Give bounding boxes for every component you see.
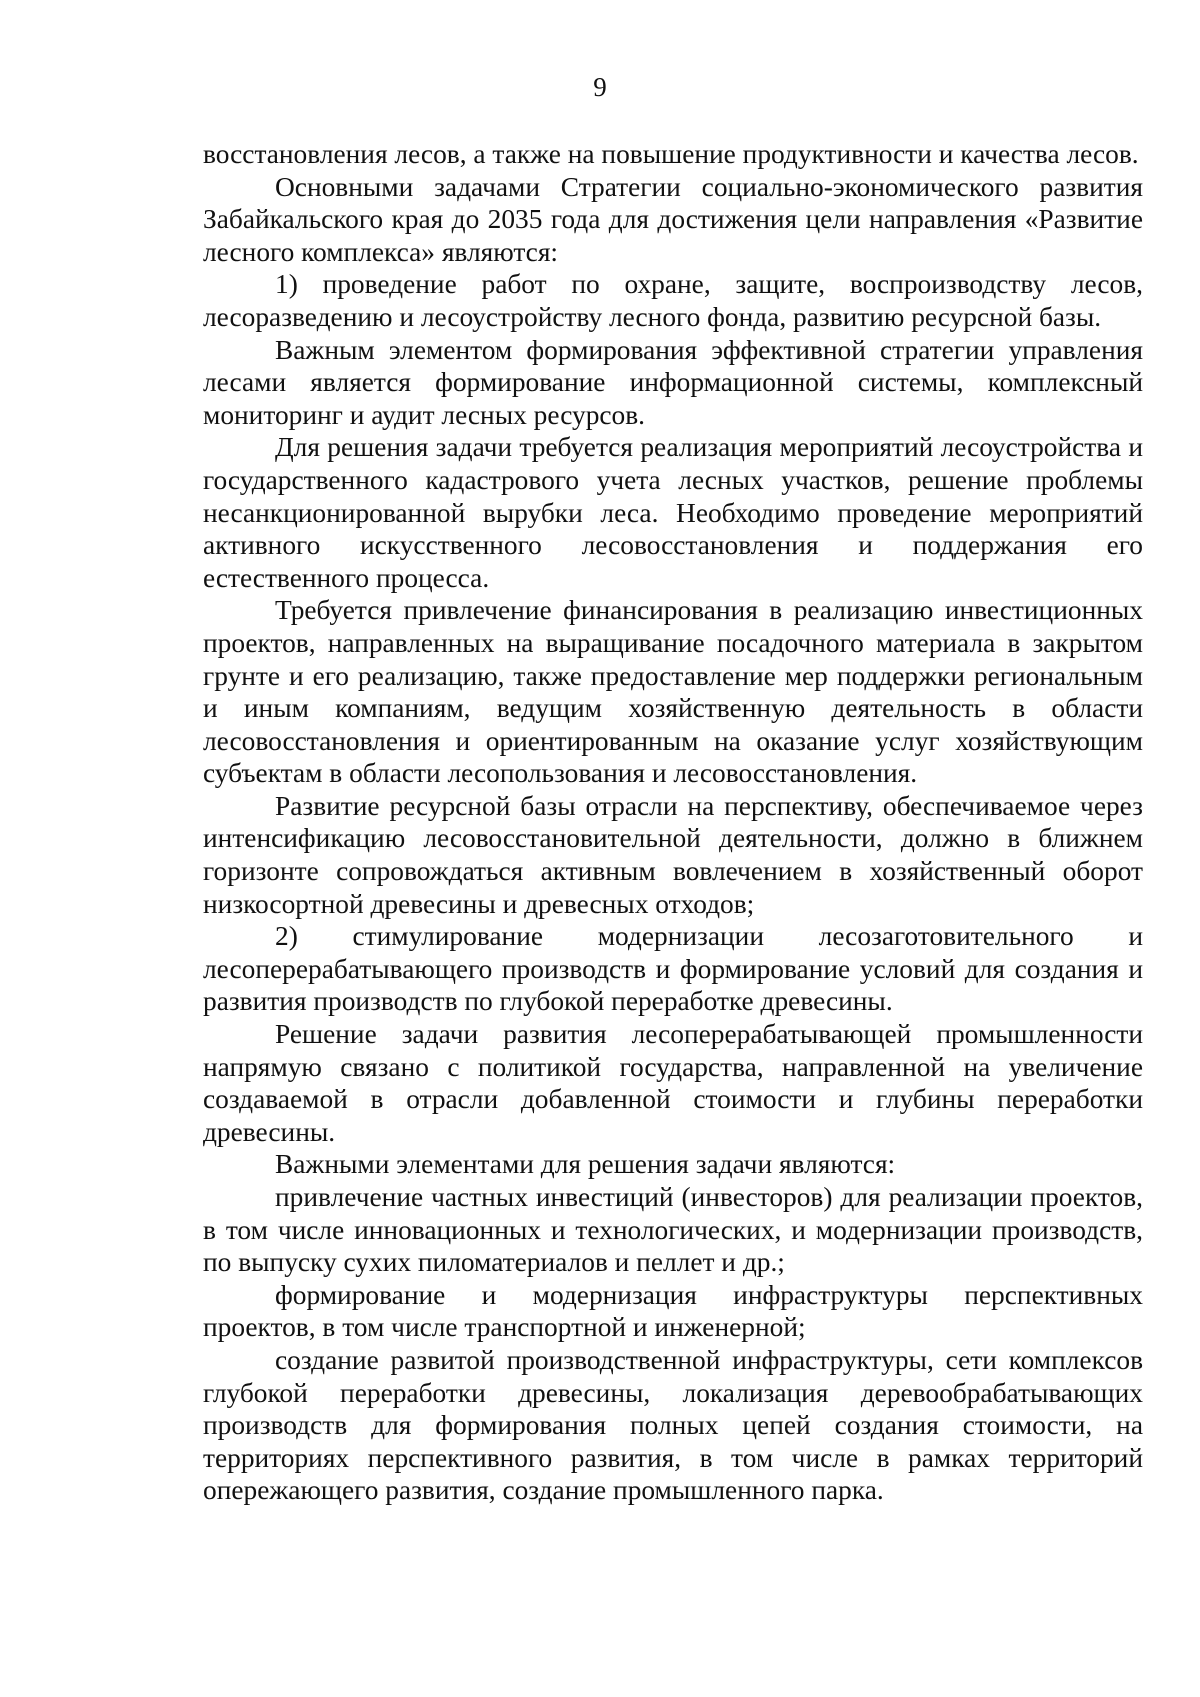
paragraph-main-tasks: Основными задачами Стратегии социально-экономического развития Забайкальского края до 2035 года для достижения цели направления «Развитие лесного комплекса» являются: [203,171,1143,267]
paragraph-processing-industry: Решение задачи развития лесоперерабатывающей промышленности напрямую связано с политикой государства, направленной на увеличение создаваемой в отрасли добавленной стоимости и глубины переработки древесины. [203,1019,1143,1147]
document-body [203,138,1143,1507]
list-item-private-investment: привлечение частных инвестиций (инвесторов) для реализации проектов, в том числе инновационных и технологических, и модернизации производств, по выпуску сухих пиломатериалов и пеллет и др.; [203,1182,1143,1278]
paragraph-information-system: Важным элементом формирования эффективной стратегии управления лесами является формирование информационной системы, комплексный мониторинг и аудит лесных ресурсов. [203,334,1143,430]
page-number: 9 [593,72,607,102]
paragraph-continuation: восстановления лесов, а также на повышение продуктивности и качества лесов. [203,139,1139,169]
list-item-infrastructure: формирование и модернизация инфраструктуры перспективных проектов, в том числе транспортной и инженерной; [203,1279,1143,1343]
list-item-production-complexes: создание развитой производственной инфраструктуры, сети комплексов глубокой переработки древесины, локализация деревообрабатывающих производств для формирования полных цепей создания стоимости, на территориях перспективного развития, в том числе в рамках территорий опережающего развития, создание промышленного парка. [203,1344,1143,1506]
paragraph-task-1: 1) проведение работ по охране, защите, воспроизводству лесов, лесоразведению и лесоустройству лесного фонда, развитию ресурсной базы. [203,269,1143,332]
paragraph-key-elements: Важными элементами для решения задачи являются: [275,1149,896,1180]
paragraph-task-2: 2) стимулирование модернизации лесозаготовительного и лесоперерабатывающего производств и формирование условий для создания и развития производств по глубокой переработке древесины. [203,921,1143,1017]
paragraph-financing: Требуется привлечение финансирования в реализацию инвестиционных проектов, направленных на выращивание посадочного материала в закрытом грунте и его реализацию, также предоставление мер поддержки региональным и иным компаниям, ведущим хозяйственную деятельность в области лесовосстановления и ориентированным на оказание услуг хозяйствующим субъектам в области лесопользования и лесовосстановления. [203,595,1143,789]
paragraph-resource-base: Развитие ресурсной базы отрасли на перспективу, обеспечиваемое через интенсификацию лесовосстановительной деятельности, должно в ближнем горизонте сопровождаться активным вовлечением в хозяйственный оборот низкосортной древесины и древесных отходов; [203,790,1143,919]
paragraph-forest-management: Для решения задачи требуется реализация мероприятий лесоустройства и государственного кадастрового учета лесных участков, решение проблемы несанкционированной вырубки леса. Необходимо проведение мероприятий активного искусственного лесовосстановления и поддержания его естественного процесса. [203,432,1143,593]
